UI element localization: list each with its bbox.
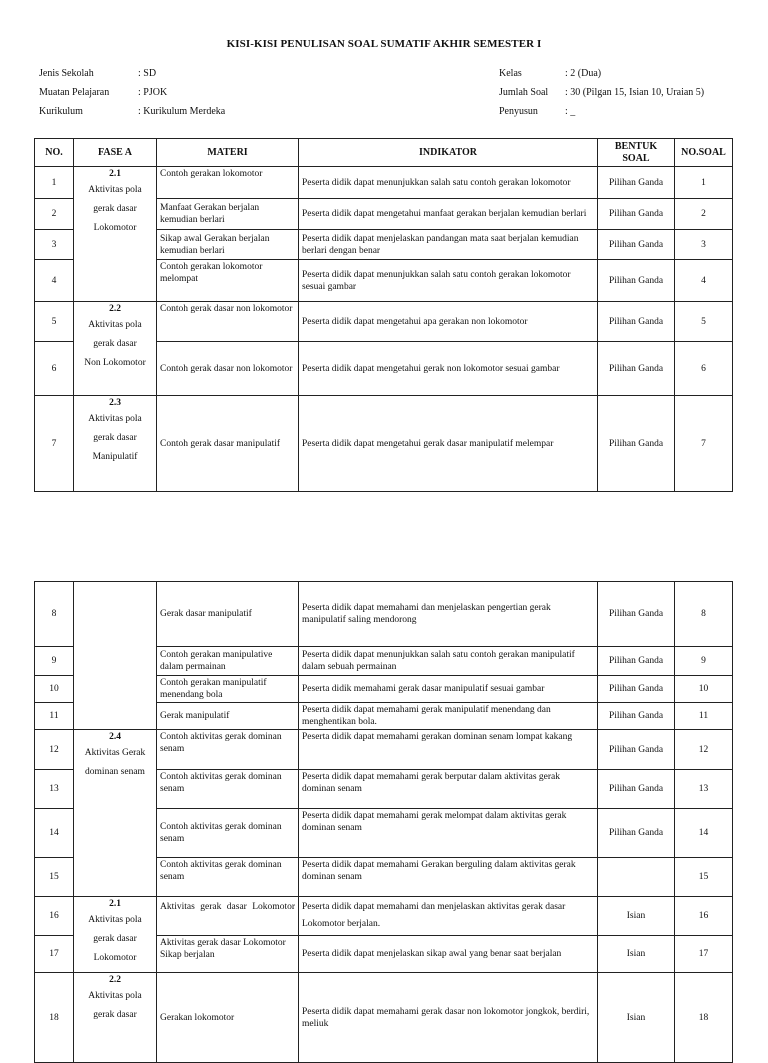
indikator-cell: Peserta didik dapat memahami gerak manipulatif menendang dan menghentikan bola.: [299, 703, 598, 730]
indikator-cell: Peserta didik dapat menunjukkan salah satu contoh gerakan manipulatif dalam sebuah permainan: [299, 647, 598, 676]
bentuk-soal-cell: Isian: [598, 936, 675, 973]
no-soal-cell: 4: [675, 260, 733, 302]
fase-line: gerak dasar: [93, 204, 137, 214]
fase-cell: [74, 396, 157, 492]
fase-line: gerak dasar: [93, 433, 137, 443]
fase-number: 2.1: [109, 169, 121, 179]
no-soal-cell: 14: [675, 809, 733, 858]
no-soal-cell: 15: [675, 858, 733, 897]
meta-row: [39, 83, 225, 102]
header-materi: MATERI: [157, 139, 299, 167]
meta-value: : SD: [138, 68, 157, 79]
indikator-cell: Peserta didik dapat memahami gerak melompat dalam aktivitas gerak dominan senam: [299, 809, 598, 858]
meta-row: [39, 64, 225, 83]
no-soal-cell: 11: [675, 703, 733, 730]
no-soal-cell: 3: [675, 230, 733, 260]
row-number: 16: [35, 897, 74, 936]
no-soal-cell: 17: [675, 936, 733, 973]
no-soal-cell: 16: [675, 897, 733, 936]
fase-cell: [74, 167, 157, 302]
fase-cell-continued: [74, 582, 157, 730]
meta-label: Jenis Sekolah: [39, 68, 94, 79]
fase-number: 2.3: [109, 398, 121, 408]
meta-value: : Kurikulum Merdeka: [138, 106, 226, 117]
indikator-cell: Peserta didik dapat mengetahui gerak dasar manipulatif melempar: [299, 396, 598, 492]
fase-line: Non Lokomotor: [84, 358, 146, 368]
row-number: 10: [35, 676, 74, 703]
fase-cell: [74, 730, 157, 897]
fase-line: gerak dasar: [93, 339, 137, 349]
header-no: NO.: [35, 139, 74, 167]
fase-line: Aktivitas Gerak: [84, 748, 146, 758]
fase-line: Aktivitas pola: [88, 414, 142, 424]
fase-line: Aktivitas pola: [88, 185, 142, 195]
fase-cell: [74, 897, 157, 973]
meta-value: : PJOK: [138, 87, 168, 98]
fase-number: 2.2: [109, 304, 121, 314]
row-number: 18: [35, 973, 74, 1063]
table-row: [35, 897, 733, 936]
fase-cell: [74, 302, 157, 396]
no-soal-cell: 18: [675, 973, 733, 1063]
materi-cell: Manfaat Gerakan berjalan kemudian berlari: [157, 199, 299, 230]
row-number: 1: [35, 167, 74, 199]
table-row: [35, 582, 733, 647]
kisi-kisi-table-page-1: [34, 138, 733, 492]
table-row: [35, 396, 733, 492]
bentuk-soal-cell: Pilihan Ganda: [598, 167, 675, 199]
bentuk-soal-cell: Pilihan Ganda: [598, 260, 675, 302]
bentuk-soal-cell: Pilihan Ganda: [598, 730, 675, 770]
header-fase: FASE A: [74, 139, 157, 167]
fase-number: 2.2: [109, 975, 121, 985]
row-number: 12: [35, 730, 74, 770]
row-number: 13: [35, 770, 74, 809]
fase-line: Manipulatif: [92, 452, 138, 462]
table-row: [35, 302, 733, 342]
materi-cell: Contoh aktivitas gerak dominan senam: [157, 730, 299, 770]
no-soal-cell: 12: [675, 730, 733, 770]
materi-cell: Contoh gerakan manipulative dalam permainan: [157, 647, 299, 676]
row-number: 7: [35, 396, 74, 492]
fase-number: 2.4: [109, 732, 121, 742]
table-row: [35, 167, 733, 199]
bentuk-soal-cell: Pilihan Ganda: [598, 582, 675, 647]
meta-label: Muatan Pelajaran: [39, 87, 110, 98]
materi-cell: [157, 897, 299, 936]
row-number: 17: [35, 936, 74, 973]
fase-line: Aktivitas pola: [88, 915, 142, 925]
no-soal-cell: 7: [675, 396, 733, 492]
fase-line: Aktivitas pola: [88, 320, 142, 330]
bentuk-soal-cell: Pilihan Ganda: [598, 703, 675, 730]
materi-cell: Gerak manipulatif: [157, 703, 299, 730]
bentuk-soal-cell: Pilihan Ganda: [598, 302, 675, 342]
row-number: 5: [35, 302, 74, 342]
bentuk-soal-cell: Pilihan Ganda: [598, 809, 675, 858]
materi-cell: Gerakan lokomotor: [157, 973, 299, 1063]
indikator-cell: Peserta didik dapat mengetahui gerak non lokomotor sesuai gambar: [299, 342, 598, 396]
indikator-cell: Peserta didik dapat menjelaskan pandangan mata saat berjalan kemudian berlari dengan benar: [299, 230, 598, 260]
document-title: KISI-KISI PENULISAN SOAL SUMATIF AKHIR SEMESTER I: [226, 38, 542, 50]
materi-cell: Contoh aktivitas gerak dominan senam: [157, 858, 299, 897]
class-info: [499, 64, 704, 121]
indikator-cell: Peserta didik dapat menunjukkan salah satu contoh gerakan lokomotor: [299, 167, 598, 199]
fase-line: Lokomotor: [93, 953, 137, 963]
row-number: 15: [35, 858, 74, 897]
fase-line: Lokomotor: [93, 223, 137, 233]
table-row: [35, 730, 733, 770]
header-bentuk-soal: BENTUK SOAL: [598, 139, 675, 167]
bentuk-soal-cell: Pilihan Ganda: [598, 342, 675, 396]
meta-value: : 30 (Pilgan 15, Isian 10, Uraian 5): [565, 87, 705, 98]
kisi-kisi-table-page-2: [34, 581, 733, 1063]
indikator-cell: Peserta didik dapat memahami gerakan dominan senam lompat kakang: [299, 730, 598, 770]
indikator-cell: Peserta didik dapat memahami gerak dasar non lokomotor jongkok, berdiri, meliuk: [299, 973, 598, 1063]
no-soal-cell: 10: [675, 676, 733, 703]
no-soal-cell: 5: [675, 302, 733, 342]
indikator-cell: Peserta didik dapat memahami Gerakan berguling dalam aktivitas gerak dominan senam: [299, 858, 598, 897]
header-indikator: INDIKATOR: [299, 139, 598, 167]
materi-cell: Contoh gerakan lokomotor melompat: [157, 260, 299, 302]
indikator-cell: Peserta didik dapat memahami gerak berputar dalam aktivitas gerak dominan senam: [299, 770, 598, 809]
no-soal-cell: 8: [675, 582, 733, 647]
school-info: [39, 64, 225, 121]
meta-value: : _: [565, 106, 576, 117]
row-number: 4: [35, 260, 74, 302]
materi-cell: Contoh gerak dasar manipulatif: [157, 396, 299, 492]
meta-row: [499, 102, 704, 121]
materi-cell: Contoh gerakan manipulatif menendang bola: [157, 676, 299, 703]
bentuk-soal-cell: Pilihan Ganda: [598, 230, 675, 260]
bentuk-soal-cell: Pilihan Ganda: [598, 770, 675, 809]
meta-row: [499, 83, 704, 102]
fase-number: 2.1: [109, 899, 121, 909]
fase-cell: [74, 973, 157, 1063]
bentuk-soal-cell: Pilihan Ganda: [598, 647, 675, 676]
bentuk-soal-cell: Pilihan Ganda: [598, 676, 675, 703]
meta-label: Kurikulum: [39, 106, 83, 117]
no-soal-cell: 13: [675, 770, 733, 809]
fase-line: gerak dasar: [93, 934, 137, 944]
bentuk-soal-cell: Isian: [598, 897, 675, 936]
materi-text: Aktivitas gerak dasar Lokomotor: [160, 902, 295, 912]
no-soal-cell: 6: [675, 342, 733, 396]
indikator-cell: Peserta didik dapat memahami dan menjelaskan aktivitas gerak dasar Lokomotor berjalan.: [299, 897, 598, 936]
materi-cell: Contoh gerakan lokomotor: [157, 167, 299, 199]
meta-label: Penyusun: [499, 106, 538, 117]
materi-cell: Gerak dasar manipulatif: [157, 582, 299, 647]
row-number: 11: [35, 703, 74, 730]
indikator-cell: Peserta didik memahami gerak dasar manipulatif sesuai gambar: [299, 676, 598, 703]
indikator-cell: Peserta didik dapat menunjukkan salah satu contoh gerakan lokomotor sesuai gambar: [299, 260, 598, 302]
no-soal-cell: 9: [675, 647, 733, 676]
meta-label: Kelas: [499, 68, 522, 79]
fase-line: gerak dasar: [93, 1010, 137, 1020]
table-row: [35, 973, 733, 1063]
row-number: 9: [35, 647, 74, 676]
indikator-cell: Peserta didik dapat menjelaskan sikap awal yang benar saat berjalan: [299, 936, 598, 973]
table-header-row: [35, 139, 733, 167]
meta-label: Jumlah Soal: [499, 87, 549, 98]
row-number: 14: [35, 809, 74, 858]
materi-cell: Contoh aktivitas gerak dominan senam: [157, 770, 299, 809]
bentuk-soal-cell: Isian: [598, 973, 675, 1063]
bentuk-soal-cell: Pilihan Ganda: [598, 199, 675, 230]
row-number: 2: [35, 199, 74, 230]
row-number: 3: [35, 230, 74, 260]
row-number: 6: [35, 342, 74, 396]
meta-row: [499, 64, 704, 83]
indikator-cell: Peserta didik dapat mengetahui manfaat gerakan berjalan kemudian berlari: [299, 199, 598, 230]
no-soal-cell: 1: [675, 167, 733, 199]
bentuk-soal-cell: [598, 858, 675, 897]
materi-cell: Aktivitas gerak dasar Lokomotor Sikap berjalan: [157, 936, 299, 973]
meta-row: [39, 102, 225, 121]
indikator-cell: Peserta didik dapat memahami dan menjelaskan pengertian gerak manipulatif saling mendorong: [299, 582, 598, 647]
materi-cell: Contoh gerak dasar non lokomotor: [157, 302, 299, 342]
indikator-cell: Peserta didik dapat mengetahui apa gerakan non lokomotor: [299, 302, 598, 342]
no-soal-cell: 2: [675, 199, 733, 230]
materi-cell: Sikap awal Gerakan berjalan kemudian berlari: [157, 230, 299, 260]
materi-cell: Contoh gerak dasar non lokomotor: [157, 342, 299, 396]
bentuk-soal-cell: Pilihan Ganda: [598, 396, 675, 492]
header-no-soal: NO.SOAL: [675, 139, 733, 167]
materi-cell: Contoh aktivitas gerak dominan senam: [157, 809, 299, 858]
row-number: 8: [35, 582, 74, 647]
fase-line: Aktivitas pola: [88, 991, 142, 1001]
meta-value: : 2 (Dua): [565, 68, 602, 79]
fase-line: dominan senam: [85, 767, 145, 777]
